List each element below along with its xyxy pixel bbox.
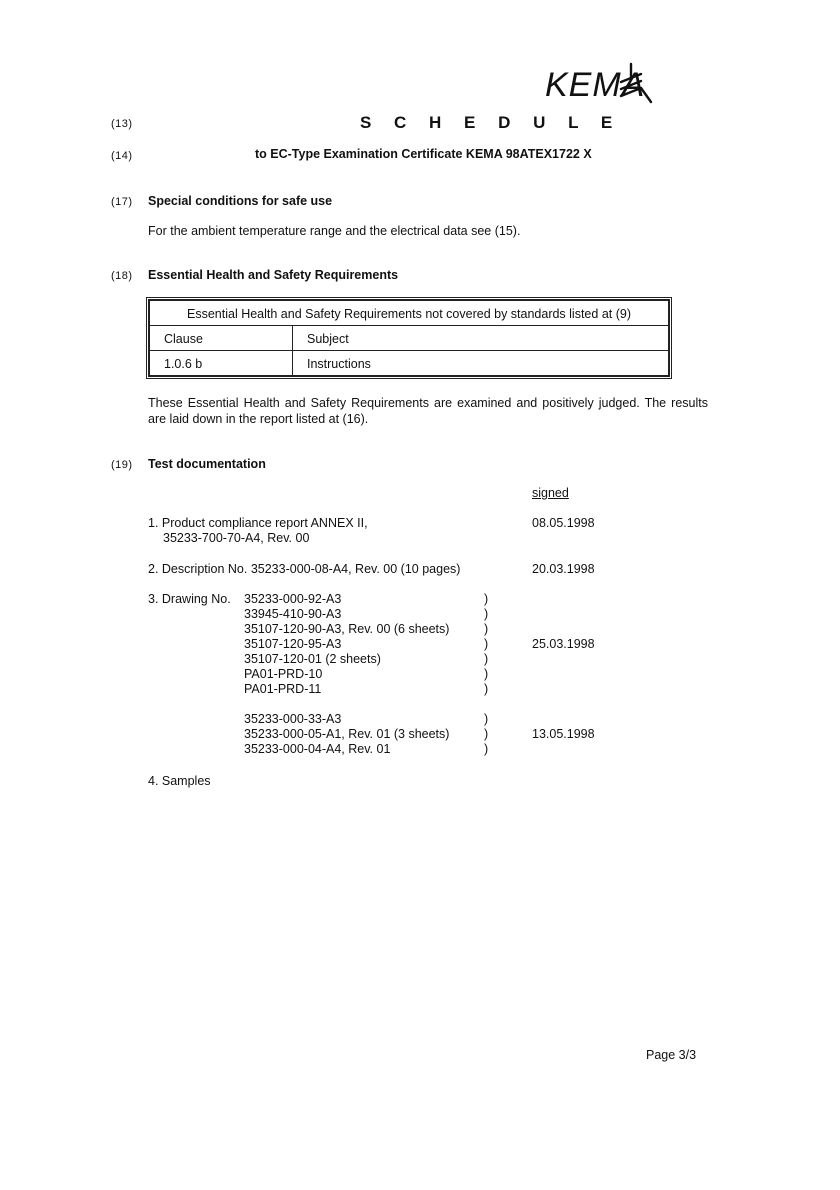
bracket: ) [484, 682, 489, 696]
signed-label: signed [532, 486, 569, 500]
table-cell-subject: Instructions [293, 351, 669, 376]
section-19-heading: Test documentation [148, 457, 266, 471]
section-number-19: (19) [111, 459, 133, 471]
drawing-number: PA01-PRD-11 [244, 682, 322, 696]
drawing-number: 35107-120-01 (2 sheets) [244, 652, 381, 666]
doc-item-2-date: 20.03.1998 [532, 562, 595, 576]
doc-item-4: 4. Samples [148, 774, 211, 788]
drawing-number: 33945-410-90-A3 [244, 607, 342, 621]
table-row [150, 351, 669, 376]
section-number-14: (14) [111, 150, 133, 162]
bracket: ) [484, 652, 489, 666]
ehsr-table-caption: Essential Health and Safety Requirements not covered by standards listed at (9) [150, 301, 669, 326]
table-header-clause: Clause [150, 326, 293, 351]
drawing-number: 35233-000-04-A4, Rev. 01 [244, 742, 391, 756]
drawing-number: PA01-PRD-10 [244, 667, 323, 681]
drawing-group-1-date: 25.03.1998 [532, 637, 595, 651]
section-number-13: (13) [111, 118, 133, 130]
bracket: ) [484, 667, 489, 681]
drawing-number: 35107-120-95-A3 [244, 637, 342, 651]
section-18-heading: Essential Health and Safety Requirements [148, 268, 399, 282]
drawing-group-2-date: 13.05.1998 [532, 727, 595, 741]
ehsr-table [146, 297, 672, 379]
drawing-number: 35233-000-05-A1, Rev. 01 (3 sheets) [244, 727, 450, 741]
doc-item-1-line2: 35233-700-70-A4, Rev. 00 [163, 531, 310, 545]
doc-item-1-line1: 1. Product compliance report ANNEX II, [148, 516, 368, 530]
bracket: ) [484, 742, 489, 756]
section-18-text: These Essential Health and Safety Requirements are examined and positively judged. The results are laid down in the report listed at (16). [148, 396, 708, 426]
page-title: S C H E D U L E [360, 113, 622, 132]
doc-item-1-date: 08.05.1998 [532, 516, 595, 530]
kema-logo: KEMA [545, 66, 646, 104]
section-17-heading: Special conditions for safe use [148, 194, 333, 208]
bracket: ) [484, 622, 489, 636]
doc-item-3-label: 3. Drawing No. [148, 592, 231, 606]
section-number-17: (17) [111, 196, 133, 208]
bracket: ) [484, 592, 489, 606]
bracket: ) [484, 637, 489, 651]
page-number: Page 3/3 [646, 1048, 697, 1062]
bracket: ) [484, 607, 489, 621]
kema-lightning-icon [617, 62, 673, 106]
table-header-subject: Subject [293, 326, 669, 351]
doc-item-2: 2. Description No. 35233-000-08-A4, Rev. 00 (10 pages) [148, 562, 461, 576]
drawing-number: 35233-000-92-A3 [244, 592, 342, 606]
section-17-text: For the ambient temperature range and the electrical data see (15). [148, 224, 521, 238]
certificate-line: to EC-Type Examination Certificate KEMA 98ATEX1722 X [255, 147, 592, 161]
drawing-number: 35233-000-33-A3 [244, 712, 342, 726]
table-cell-clause: 1.0.6 b [150, 351, 293, 376]
section-number-18: (18) [111, 270, 133, 282]
drawing-number: 35107-120-90-A3, Rev. 00 (6 sheets) [244, 622, 450, 636]
bracket: ) [484, 712, 489, 726]
bracket: ) [484, 727, 489, 741]
